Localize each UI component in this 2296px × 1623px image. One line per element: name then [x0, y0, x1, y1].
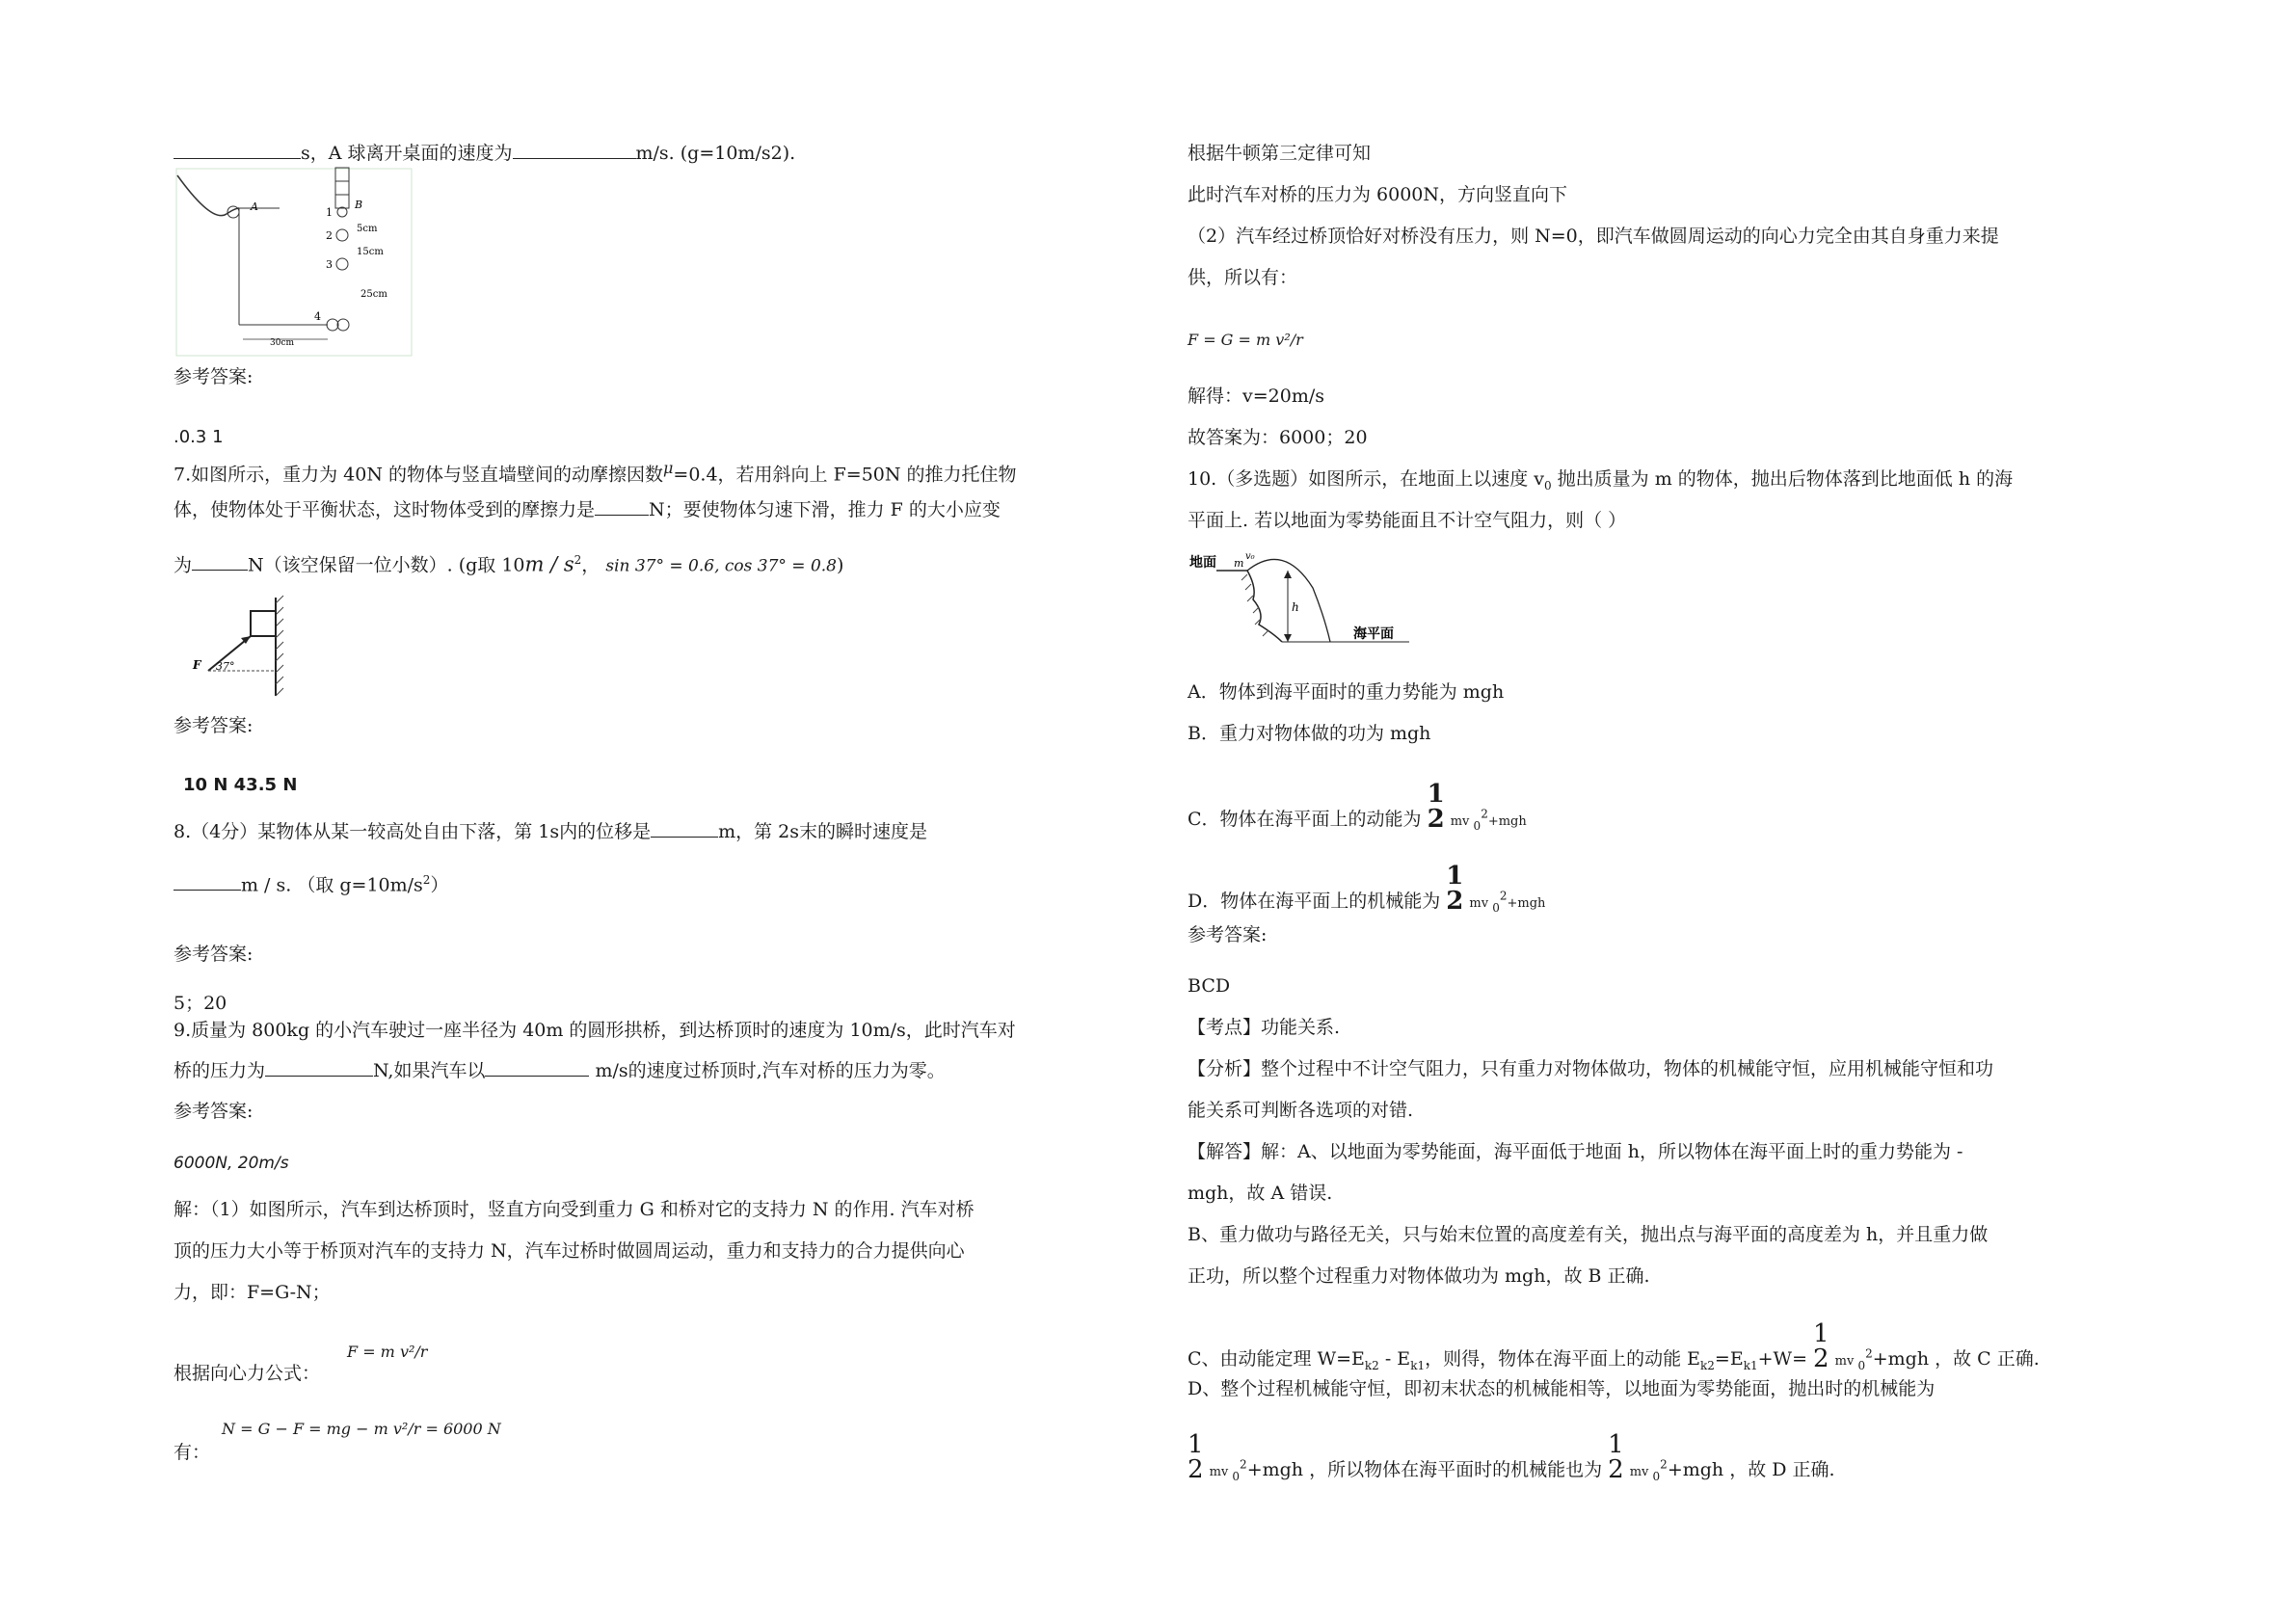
blank — [265, 1058, 373, 1077]
analysis-line: 正功，所以整个过程重力对物体做功为 mgh，故 B 正确. — [1188, 1265, 1650, 1287]
fraction: 1 2 — [1427, 780, 1445, 834]
q9-answer: 6000N, 20m/s — [174, 1154, 289, 1173]
q8-line1: 8.（4分）某物体从某一较高处自由下落，第 1s内的位移是 m，第 2s末的瞬时速度是 — [174, 821, 928, 842]
solution-line: 根据向心力公式： — [174, 1363, 321, 1384]
blank — [595, 497, 649, 516]
fraction: 1 2 — [1813, 1319, 1829, 1373]
svg-text:3: 3 — [326, 258, 333, 271]
analysis-line: 1 2 mv $_0^2$+mgh ，所以物体在海平面时的机械能也为 1 2 mv $_0^2$+mgh ，故 D 正确. — [1188, 1430, 1835, 1484]
analysis-line: B、重力做功与路径无关，只与始末位置的高度差有关，抛出点与海平面的高度差为 h，并且重力做 — [1188, 1224, 1989, 1245]
answer-label: 参考答案: — [1188, 924, 1268, 945]
svg-text:h: h — [1292, 600, 1299, 614]
solution-line: 力，即：F=G-N； — [174, 1282, 331, 1303]
analysis-line: 【考点】功能关系. — [1188, 1017, 1341, 1038]
answer-label: 参考答案: — [174, 715, 254, 736]
solution-line: 解：（1）如图所示，汽车到达桥顶时，竖直方向受到重力 G 和桥对它的支持力 N 的作用. 汽车对桥 — [174, 1199, 974, 1220]
text-line: 根据牛顿第三定律可知 — [1188, 143, 1372, 164]
svg-text:25cm: 25cm — [360, 289, 387, 300]
svg-text:海平面: 海平面 — [1353, 626, 1394, 642]
q10-answer: BCD — [1188, 975, 1231, 997]
blank — [192, 552, 248, 571]
answer-label: 参考答案: — [174, 1101, 254, 1122]
formula-gravity-centripetal: F = G = m v²/r — [1188, 331, 1303, 349]
blank — [651, 819, 718, 838]
q7-line1: 7.如图所示，重力为 40N 的物体与竖直墙壁间的动摩擦因数$^\mu$=0.4，若用斜向上 F=50N 的推力托住物 — [174, 459, 1017, 486]
fraction: 1 2 — [1446, 862, 1464, 916]
cliff-sea-figure — [1188, 549, 1409, 655]
q7-answer: 10 N 43.5 N — [183, 775, 298, 795]
svg-text:m: m — [1234, 557, 1244, 570]
analysis-line: mgh，故 A 错误. — [1188, 1183, 1333, 1204]
svg-text:v₀: v₀ — [1245, 551, 1255, 562]
q7-line2: 体，使物体处于平衡状态，这时物体受到的摩擦力是 N；要使物体匀速下滑，推力 F 的大小应变 — [174, 499, 1001, 520]
option-c: C．物体在海平面上的动能为 1 2 mv $_0^2$+mgh — [1188, 780, 1527, 834]
option-d: D．物体在海平面上的机械能为 1 2 mv $_0^2$+mgh — [1188, 862, 1546, 916]
svg-text:4: 4 — [314, 310, 321, 323]
text-line: 供，所以有： — [1188, 267, 1298, 288]
text-line: 故答案为：6000；20 — [1188, 427, 1368, 448]
svg-text:F: F — [193, 658, 201, 672]
analysis-line: 【分析】整个过程中不计空气阻力，只有重力对物体做功，物体的机械能守恒，应用机械能守恒和功 — [1188, 1058, 1994, 1079]
q10-line2: 平面上. 若以地面为零势能面且不计空气阻力，则（ ） — [1188, 510, 1627, 531]
svg-text:1: 1 — [326, 206, 333, 219]
analysis-line: D、整个过程机械能守恒，即初末状态的机械能相等，以地面为零势能面，抛出时的机械能为 — [1188, 1378, 1936, 1399]
answer-label: 参考答案: — [174, 944, 254, 965]
svg-text:B: B — [355, 199, 363, 211]
svg-text:A: A — [251, 200, 258, 213]
fraction: 1 2 — [1608, 1430, 1624, 1484]
blank — [174, 141, 301, 159]
text-line: 此时汽车对桥的压力为 6000N，方向竖直向下 — [1188, 184, 1568, 205]
option-b: B．重力对物体做的功为 mgh — [1188, 723, 1431, 744]
analysis-line: 能关系可判断各选项的对错. — [1188, 1100, 1414, 1121]
left-column — [174, 0, 1128, 1623]
analysis-line: 【解答】解：A、以地面为零势能面，海平面低于地面 h，所以物体在海平面上时的重力势能为 - — [1188, 1141, 1963, 1162]
text-line: （2）汽车经过桥顶恰好对桥没有压力，则 N=0，即汽车做圆周运动的向心力完全由其自身重力来提 — [1188, 226, 1999, 247]
analysis-line: C、由动能定理 $W=E_{k2} - E_{k1}$，则得，物体在海平面上的动能 $E_{k2}=E_{k1}+W= 1$ 2 mv $_0^2$+mgh ，故 C 正确. — [1188, 1319, 2040, 1373]
formula-normal-force: N = G − F = mg − m v²/r = 6000 N — [222, 1420, 501, 1438]
ball-trajectory-figure — [174, 166, 414, 359]
q6-line: s，A 球离开桌面的速度为 m/s. (g=10m/s2). — [174, 141, 795, 166]
svg-text:15cm: 15cm — [357, 247, 384, 257]
right-column — [1188, 0, 2151, 1623]
text-line: 解得：v=20m/s — [1188, 386, 1324, 407]
q8-line2: m / s. （取 $g=10m/s^2$） — [174, 867, 448, 897]
fraction: 1 2 — [1188, 1430, 1204, 1484]
svg-text:37°: 37° — [216, 660, 235, 673]
solution-line: 有： — [174, 1442, 211, 1463]
formula-centripetal: F = m v²/r — [347, 1343, 428, 1361]
blank — [174, 872, 241, 891]
solution-line: 顶的压力大小等于桥顶对汽车的支持力 N，汽车过桥时做圆周运动，重力和支持力的合力提供向心 — [174, 1240, 965, 1262]
blank — [485, 1058, 589, 1077]
q8-answer: 5；20 — [174, 993, 227, 1014]
svg-text:地面: 地面 — [1189, 555, 1216, 571]
svg-text:30cm: 30cm — [270, 338, 295, 348]
option-a: A．物体到海平面时的重力势能为 mgh — [1188, 681, 1505, 703]
q7-line3: 为 N（该空保留一位小数）. (g取 $10m / s^2$， sin 37° = 0.6, cos 37° = 0.8) — [174, 552, 844, 576]
blank — [513, 141, 636, 159]
q9-line1: 9.质量为 800kg 的小汽车驶过一座半径为 40m 的圆形拱桥，到达桥顶时的速度为 10m/s，此时汽车对 — [174, 1020, 1016, 1041]
q9-line2: 桥的压力为 N,如果汽车以 m/s的速度过桥顶时,汽车对桥的压力为零。 — [174, 1060, 946, 1081]
q6-answer: .0.3 1 — [174, 427, 224, 447]
svg-text:2: 2 — [326, 229, 333, 242]
wall-block-figure — [191, 594, 297, 700]
answer-label: 参考答案: — [174, 366, 254, 387]
svg-text:5cm: 5cm — [357, 224, 378, 234]
q10-line1: 10.（多选题）如图所示，在地面上以速度 $v_0$ 抛出质量为 m 的物体，抛出后物体落到比地面低 h 的海 — [1188, 468, 2014, 492]
